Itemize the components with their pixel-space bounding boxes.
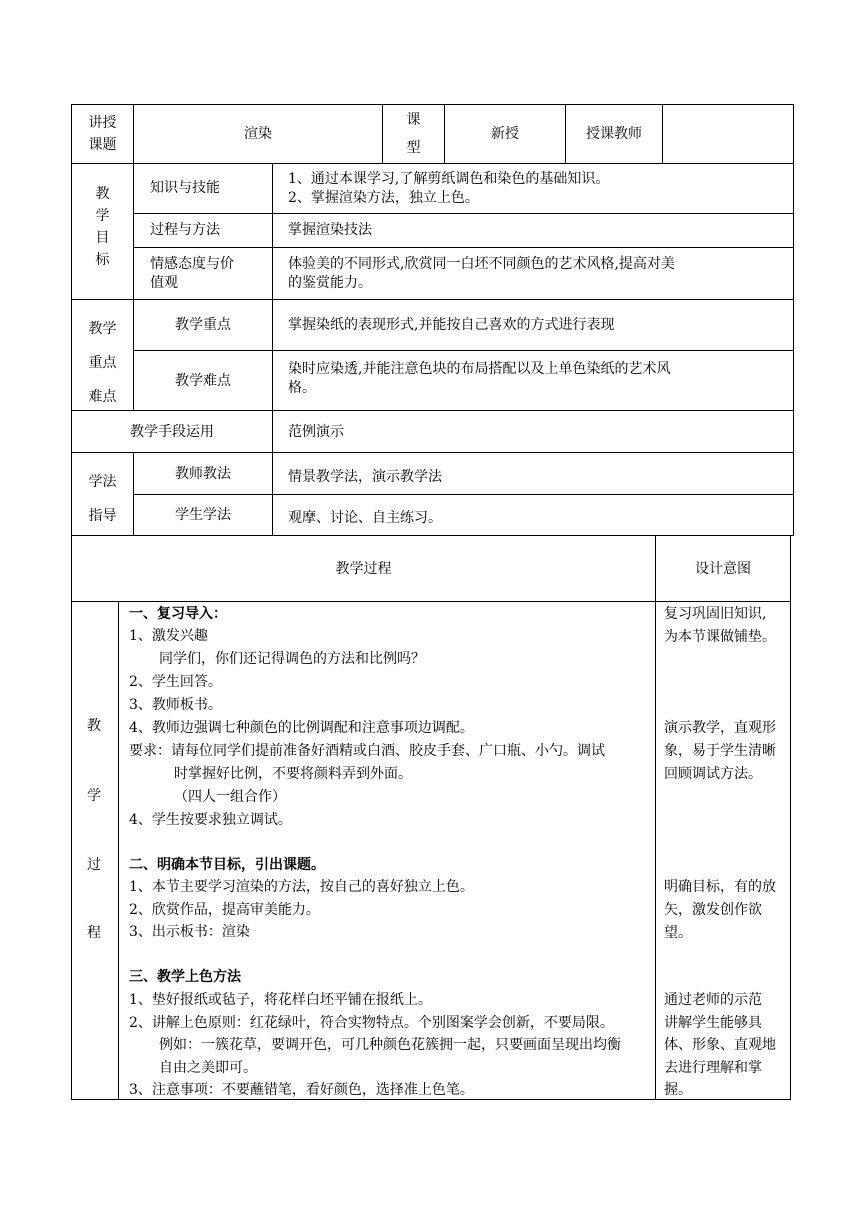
- intent3-line3: 望。: [664, 925, 692, 941]
- section1-line5: 4、教师边强调七种颜色的比例调配和注意事项边调配。: [129, 720, 474, 736]
- process-side-char2: 学: [87, 788, 101, 804]
- topic-label-line2: 课题: [88, 137, 117, 153]
- section1-line3: 2、学生回答。: [129, 674, 222, 690]
- section3-line5: 3、注意事项：不要蘸错笔，看好颜色，选择准上色笔。: [129, 1082, 474, 1098]
- difficulty-line1: 染时应染透,并能注意色块的布局搭配以及上单色染纸的艺术风: [288, 361, 671, 377]
- section1-line4: 3、教师板书。: [129, 697, 222, 713]
- objective-name-knowledge: 知识与技能: [150, 180, 220, 196]
- objectives-label-char2: 学: [95, 208, 110, 224]
- process-side-char3: 过: [87, 857, 101, 873]
- difficulty-line2: 格。: [288, 380, 316, 396]
- type-label-line2: 型: [406, 140, 421, 156]
- means-label: 教学手段运用: [130, 423, 214, 440]
- keypoints-label-line1: 教学: [88, 321, 117, 337]
- type-label: [383, 105, 444, 163]
- objectives-label-char3: 目: [95, 230, 110, 246]
- section1-title: 一、复习导入：: [129, 606, 227, 622]
- topic-label-line1: 讲授: [88, 115, 117, 131]
- intent2-line1: 演示教学，直观形: [664, 720, 776, 736]
- section3-line3: 例如：一簇花草，要调开色，可几种颜色花簇拥一起，只要画面呈现出均衡: [159, 1037, 621, 1053]
- section1-line6: 要求：请每位同学们提前准备好酒精或白酒、胶皮手套、广口瓶、小勺。调试: [129, 743, 605, 759]
- objective-knowledge-line2: 2、掌握渲染方法，独立上色。: [288, 190, 479, 206]
- intent3-line2: 矢，激发创作欲: [664, 902, 762, 918]
- intent2-line3: 回顾调试方法。: [664, 766, 762, 782]
- section3-line2: 2、讲解上色原则：红花绿叶，符合实物特点。个别图案学会创新，不要局限。: [129, 1015, 614, 1031]
- section1-line1: 1、激发兴趣: [129, 628, 208, 644]
- means-value: 范例演示: [288, 424, 344, 440]
- objectives-label-char4: 标: [95, 252, 110, 268]
- section1-line8: （四人一组合作）: [174, 789, 286, 805]
- intent4-line1: 通过老师的示范: [664, 992, 762, 1008]
- objective-attitude-line1: 体验美的不同形式,欣赏同一白坯不同颜色的艺术风格,提高对美: [288, 256, 675, 272]
- section3-line1: 1、垫好报纸或毡子，将花样白坯平铺在报纸上。: [129, 992, 432, 1008]
- objectives-label: [72, 183, 133, 271]
- section2-line1: 1、本节主要学习渲染的方法，按自己的喜好独立上色。: [129, 879, 474, 895]
- objective-name-attitude-line2: 值观: [150, 275, 178, 291]
- process-header: 教学过程: [335, 560, 392, 577]
- keypoints-label-line3: 难点: [88, 389, 117, 405]
- objective-name-process: 过程与方法: [150, 222, 220, 238]
- intent3-line1: 明确目标，有的放: [664, 879, 776, 895]
- focus-label: 教学重点: [175, 317, 231, 333]
- objective-name-attitude-line1: 情感态度与价: [150, 256, 234, 272]
- teacher-method-value: 情景教学法，演示教学法: [288, 469, 442, 485]
- section1-line7: 时掌握好比例，不要将颜料弄到外面。: [174, 766, 412, 782]
- difficulty-label: 教学难点: [175, 372, 231, 389]
- keypoints-label-line2: 重点: [88, 355, 117, 371]
- type-label-line1: 课: [406, 112, 421, 128]
- intent4-line4: 去进行理解和掌: [664, 1060, 762, 1076]
- intent2-line2: 象，易于学生清晰: [664, 743, 776, 759]
- section2-line2: 2、欣赏作品，提高审美能力。: [129, 902, 320, 918]
- topic-label: [72, 105, 133, 163]
- teacher-label: 授课教师: [586, 126, 642, 142]
- intent4-line2: 讲解学生能够具: [664, 1015, 762, 1031]
- section2-title: 二、明确本节目标，引出课题。: [129, 857, 325, 873]
- intent-header: 设计意图: [695, 560, 751, 577]
- intent4-line5: 握。: [664, 1082, 692, 1098]
- focus-text: 掌握染纸的表现形式,并能按自己喜欢的方式进行表现: [288, 317, 615, 333]
- methods-label-line2: 指导: [88, 508, 117, 524]
- objective-knowledge-line1: 1、通过本课学习,了解剪纸调色和染色的基础知识。: [288, 171, 610, 187]
- section3-line4: 自由之美即可。: [159, 1060, 257, 1076]
- methods-label: [72, 465, 133, 533]
- section2-line3: 3、出示板书：渲染: [129, 924, 250, 940]
- objective-process-text: 掌握渲染技法: [288, 222, 372, 238]
- process-side-char4: 程: [87, 925, 101, 941]
- teacher-value: [663, 105, 793, 163]
- student-method-value: 观摩、讨论、自主练习。: [288, 510, 442, 526]
- methods-label-line1: 学法: [88, 474, 117, 490]
- intent1-line1: 复习巩固旧知识,: [664, 606, 767, 622]
- objectives-label-char1: 教: [95, 186, 110, 202]
- process-side-char1: 教: [87, 718, 101, 734]
- keypoints-label: [72, 312, 133, 414]
- section1-line9: 4、学生按要求独立调试。: [129, 812, 292, 828]
- type-value: 新授: [491, 126, 519, 142]
- intent1-line2: 为本节课做铺垫。: [664, 629, 776, 645]
- objective-attitude-line2: 的鉴赏能力。: [288, 275, 372, 291]
- section1-line2: 同学们，你们还记得调色的方法和比例吗？: [159, 651, 425, 667]
- intent4-line3: 体、形象、直观地: [664, 1037, 776, 1053]
- section3-title: 三、教学上色方法: [129, 969, 241, 985]
- teacher-method-label: 教师教法: [175, 465, 231, 482]
- student-method-label: 学生学法: [175, 507, 231, 523]
- topic-value: 渲染: [244, 126, 272, 142]
